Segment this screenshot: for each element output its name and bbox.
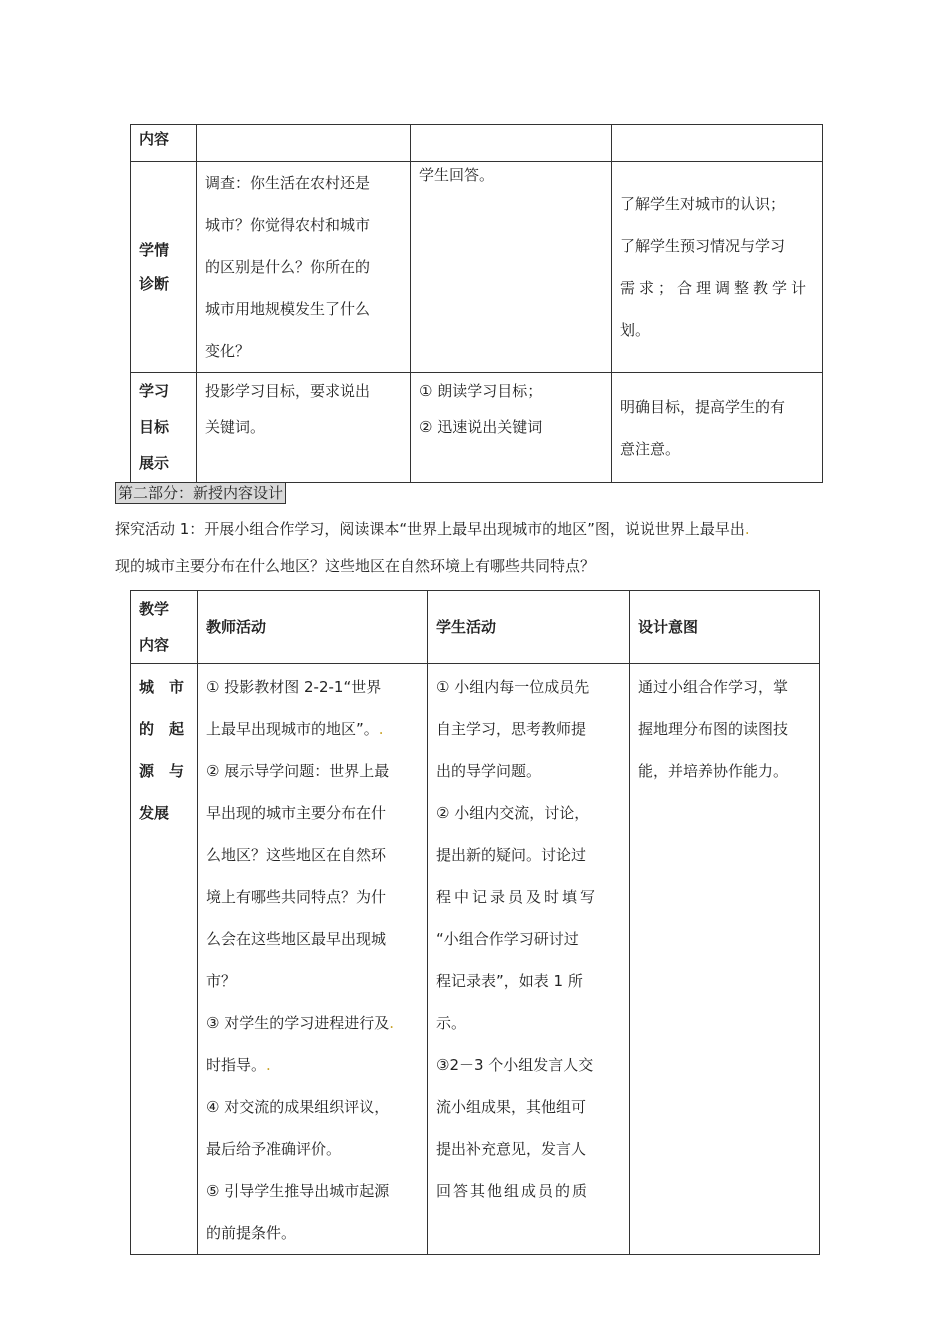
teacher-activity-cell bbox=[198, 664, 428, 1255]
header-cell bbox=[131, 591, 198, 664]
cell-line: 投影学习目标，要求说出 bbox=[205, 382, 371, 400]
cell-line: 通过小组合作学习，掌 bbox=[638, 678, 789, 696]
cell-line: ⑤ 引导学生推导出城市起源 bbox=[206, 1182, 390, 1200]
cell-line: 出的导学问题。 bbox=[436, 762, 542, 780]
cell-line: 变化？ bbox=[205, 342, 251, 360]
cell-line bbox=[206, 708, 421, 750]
mark: . bbox=[378, 720, 384, 738]
cell-line: 了解学生对城市的认识； bbox=[620, 195, 786, 213]
row-label bbox=[131, 162, 197, 373]
cell-line: 回答其他组成员的质 bbox=[436, 1182, 590, 1200]
row-label-line: 学情 bbox=[139, 241, 170, 259]
cell-line: 市？ bbox=[206, 972, 237, 990]
cell-line: 了解学生预习情况与学习 bbox=[620, 237, 786, 255]
activity-text bbox=[115, 519, 750, 539]
cell-line: 么地区？这些地区在自然环 bbox=[206, 846, 387, 864]
activity-text: 现的城市主要分布在什么地区？这些地区在自然环境上有哪些共同特点？ bbox=[115, 557, 596, 575]
header-line: 内容 bbox=[139, 636, 170, 654]
row-label bbox=[131, 373, 197, 483]
cell-line: ② 小组内交流，讨论， bbox=[436, 804, 590, 822]
table-cell bbox=[197, 125, 411, 162]
teacher-activity-cell bbox=[197, 373, 411, 483]
cell-line: 城市？你觉得农村和城市 bbox=[205, 216, 371, 234]
header-cell: 教师活动 bbox=[198, 591, 428, 664]
row-label: 内容 bbox=[131, 125, 197, 162]
cell-line: ② 展示导学问题：世界上最 bbox=[206, 762, 390, 780]
design-intent-cell bbox=[612, 162, 823, 373]
cell-line-text: 上最早出现城市的地区”。 bbox=[206, 720, 379, 738]
cell-line: 城市用地规模发生了什么 bbox=[205, 300, 371, 318]
cell-line: 的区别是什么？你所在的 bbox=[205, 258, 371, 276]
cell-line: 程记录表”，如表 1 所 bbox=[436, 972, 583, 990]
cell-line: 提出新的疑问。讨论过 bbox=[436, 846, 587, 864]
cell-line: 么会在这些地区最早出现城 bbox=[206, 930, 387, 948]
cell-line-text: ③ 对学生的学习进程进行及 bbox=[206, 1014, 390, 1032]
cell-line-text: 时指导。 bbox=[206, 1056, 267, 1074]
cell-line: 早出现的城市主要分布在什 bbox=[206, 804, 387, 822]
table-row bbox=[131, 125, 823, 162]
row-label-line: 城 市 bbox=[139, 678, 185, 696]
row-label-line: 发展 bbox=[139, 804, 170, 822]
design-intent-cell bbox=[612, 373, 823, 483]
cell-line bbox=[206, 1044, 421, 1086]
row-label-line: 目标 bbox=[139, 418, 170, 436]
mark: . bbox=[266, 1056, 271, 1074]
cell-line: 程中记录员及时填写 bbox=[436, 888, 599, 906]
cell-line: 提出补充意见，发言人 bbox=[436, 1140, 587, 1158]
teacher-activity-cell bbox=[197, 162, 411, 373]
cell-line: 的前提条件。 bbox=[206, 1224, 297, 1242]
row-label-line: 展示 bbox=[139, 454, 170, 472]
cell-line: 划。 bbox=[620, 321, 651, 339]
cell-line: 自主学习，思考教师提 bbox=[436, 720, 587, 738]
header-cell: 设计意图 bbox=[630, 591, 820, 664]
cell-line: ① 小组内每一位成员先 bbox=[436, 678, 590, 696]
table-cell bbox=[612, 125, 823, 162]
header-line: 教学 bbox=[139, 600, 170, 618]
cell-line: 明确目标，提高学生的有 bbox=[620, 397, 786, 416]
mark: . bbox=[389, 1014, 394, 1032]
cell-line: 调查：你生活在农村还是 bbox=[205, 174, 371, 192]
cell-line: ① 投影教材图 2-2-1“世界 bbox=[206, 678, 382, 696]
row-label-line: 源 与 bbox=[139, 762, 185, 780]
table-row bbox=[131, 373, 823, 483]
cell-line: ② 迅速说出关键词 bbox=[419, 418, 543, 436]
cell-line: 境上有哪些共同特点？为什 bbox=[206, 888, 387, 906]
cell-line: 意注意。 bbox=[620, 439, 681, 458]
cell-line: ① 朗读学习目标； bbox=[419, 382, 543, 400]
row-label-line: 学习 bbox=[139, 382, 170, 400]
cell-line: 关键词。 bbox=[205, 418, 266, 436]
student-activity-cell: 学生回答。 bbox=[411, 162, 612, 373]
lesson-table-part2 bbox=[130, 590, 820, 1255]
cell-line: ④ 对交流的成果组织评议， bbox=[206, 1098, 390, 1116]
cell-line: “小组合作学习研讨过 bbox=[436, 930, 579, 948]
cell-line: ③2－3 个小组发言人交 bbox=[436, 1056, 594, 1074]
mark: . bbox=[744, 520, 750, 538]
lesson-table-part1 bbox=[130, 124, 823, 483]
activity-line: 探究活动 1：开展小组合作学习，阅读课本“世界上最早出现城市的地区”图，说说世界上最早出 bbox=[115, 520, 745, 538]
table-row bbox=[131, 664, 820, 1255]
cell-line: 最后给予准确评价。 bbox=[206, 1140, 342, 1158]
row-label-line: 诊断 bbox=[139, 275, 170, 293]
table-cell bbox=[411, 125, 612, 162]
cell-line: 流小组成果，其他组可 bbox=[436, 1098, 587, 1116]
design-intent-cell bbox=[630, 664, 820, 1255]
table-header-row bbox=[131, 591, 820, 664]
cell-line: 需求；合理调整教学计 bbox=[620, 279, 811, 297]
row-label bbox=[131, 664, 198, 1255]
table-row bbox=[131, 162, 823, 373]
cell-line bbox=[206, 1002, 421, 1044]
header-cell: 学生活动 bbox=[428, 591, 630, 664]
student-activity-cell bbox=[428, 664, 630, 1255]
row-label-line: 的 起 bbox=[139, 720, 185, 738]
cell-line: 能，并培养协作能力。 bbox=[638, 762, 789, 780]
section-title: 第二部分：新授内容设计 bbox=[115, 482, 286, 504]
cell-line: 示。 bbox=[436, 1014, 467, 1032]
student-activity-cell bbox=[411, 373, 612, 483]
cell-line: 握地理分布图的读图技 bbox=[638, 720, 789, 738]
